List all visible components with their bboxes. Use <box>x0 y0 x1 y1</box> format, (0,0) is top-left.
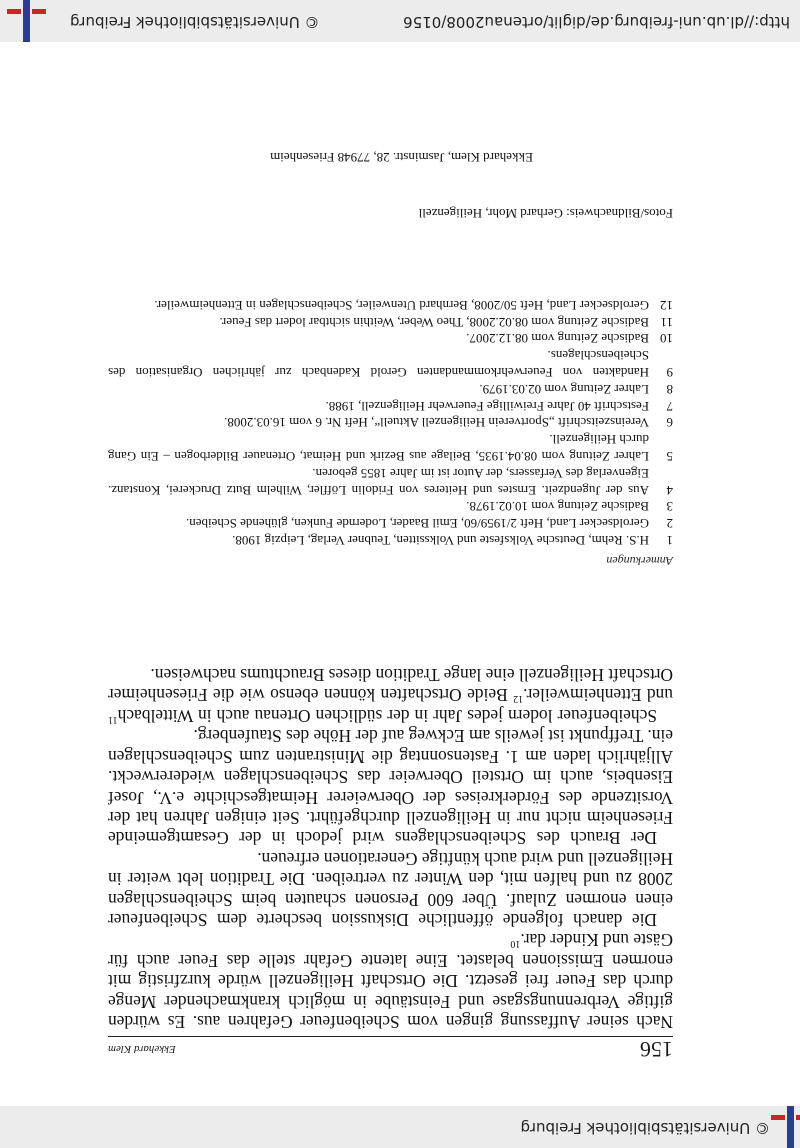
ub-freiburg-logo-icon <box>768 1106 800 1148</box>
footnote-number: 6 <box>666 415 673 431</box>
photo-credits: Fotos/Bildnachweis: Gerhard Mohr, Heiligenzell <box>418 206 673 221</box>
footnote-number: 3 <box>666 499 673 515</box>
footnote-item <box>108 330 673 347</box>
footnote-text: H.S. Rehm, Deutsche Volksfeste und Volkssitten, Teubner Verlag, Leipzig 1908. <box>232 533 649 548</box>
footnote-item <box>108 531 673 548</box>
paragraph-2: Die danach folgende öffentliche Diskussion bescherte dem Scheibenfeuer einen enormen Zulauf. Über 600 Personen schauten beim Scheibenschlagen 2008 zu und halfen mit, den Winter zu vertreiben. Die Tradition lebt weiter in Heiligenzell und wird auch künftige Generationen erfreuen. <box>108 848 673 930</box>
library-footer-bar <box>0 0 800 42</box>
author-address: Ekkehard Klem, Jasminstr. 28, 77948 Friesenheim <box>270 150 533 165</box>
library-header-bar <box>0 1106 800 1148</box>
footnote-item <box>108 430 673 464</box>
footnote-number: 12 <box>660 297 673 313</box>
footnote-number: 10 <box>660 331 673 347</box>
running-head-author: Ekkehard Klem <box>108 1043 176 1055</box>
footnote-text: Geroldsecker Land, Heft 2/1959/60, Emil Baader, Lodernde Funken, glühende Scheiben. <box>185 516 649 532</box>
footnote-item <box>108 296 673 313</box>
footnote-ref-10[interactable]: 10 <box>510 938 521 950</box>
paragraph-4: Scheibenfeuer lodern jedes Jahr in der südlichen Ortenau auch in Wittelbach$^{11}$ und Ettenheimweiler.$^{12}$ Beide Ortschaften können ebenso wie die Friesenheimer Ortschaft Heiligenzell eine lange Tradition dieses Brauchtums nachweisen. <box>107 665 673 726</box>
footnotes-list <box>108 296 673 548</box>
footnote-item <box>108 397 673 414</box>
footnote-text: Vereinszeitschrift „Sportverein Heiligenzell Aktuell“, Heft Nr. 6 vom 16.03.2008. <box>224 415 649 431</box>
paragraph-1: Nach seiner Auffassung gingen vom Scheibenfeuer Gefahren aus. Es würden giftige Verbrennungsgase und Feinstäube in möglich krankmachender Menge durch das Feuer frei gesetzt. Die Ortschaft Heiligenzell würde kurzfristig mit enormen Emissionen belastet. Eine latente Gefahr stelle das Feuer auch für Gäste und Kinder dar.$^{10}$ <box>108 930 673 1032</box>
footnote-text: Handakten von Feuerwehrkommandanten Gerold Kadenbach zur jährlichen Organisation des Scheibenschlagens. <box>108 348 649 381</box>
footnote-text: Badische Zeitung vom 10.02.1978. <box>466 499 649 515</box>
footnote-number: 4 <box>666 482 673 498</box>
footnote-item <box>108 464 673 498</box>
footnote-text: Lahrer Zeitung vom 08.04.1935, Beilage aus Bezirk und Heimat, Ortenauer Bilderbogen – Ein Gang durch Heiligenzell. <box>108 432 649 465</box>
ub-freiburg-logo-footer-icon <box>4 0 50 42</box>
footnote-item <box>108 380 673 397</box>
footnote-ref-11[interactable]: 11 <box>108 713 118 725</box>
library-copyright-footer: © Universitätsbibliothek Freiburg <box>70 13 320 31</box>
library-copyright: © Universitätsbibliothek Freiburg <box>520 1119 770 1137</box>
footnote-number: 5 <box>666 449 673 465</box>
footnote-number: 8 <box>666 381 673 397</box>
page-permalink[interactable]: http://dl.ub.uni-freiburg.de/diglit/ortenau2008/0156 <box>403 13 790 31</box>
footnote-item <box>108 313 673 330</box>
footnote-text: Lahrer Zeitung vom 02.03.1979. <box>479 381 649 397</box>
footnote-item <box>108 514 673 531</box>
notes-heading: Anmerkungen <box>606 554 673 568</box>
footnote-item <box>108 498 673 515</box>
footnote-number: 7 <box>666 398 673 414</box>
footnote-number: 11 <box>660 314 673 330</box>
footnote-text: Badische Zeitung vom 08.12.2007. <box>466 331 649 347</box>
footnote-text: Festschrift 40 Jahre Freiwillige Feuerwehr Heiligenzell, 1988. <box>325 398 649 414</box>
footnote-text: Aus der Jugendzeit. Ernstes und Heiteres von Fridolin Löffler, Wilhelm Butz Druckerei, Konstanz. Eigenverlag des Verfassers, der Autor ist im Jahre 1855 geboren. <box>108 465 649 498</box>
footnote-number: 2 <box>666 516 673 532</box>
footnote-number: 9 <box>666 365 673 381</box>
footnote-ref-12[interactable]: 12 <box>513 693 524 705</box>
footnote-number: 1 <box>666 533 673 548</box>
footnote-item <box>108 414 673 431</box>
footnote-item <box>108 346 673 380</box>
header-rule <box>108 1036 673 1037</box>
paragraph-3: Der Brauch des Scheibenschlagens wird jedoch in der Gesamtgemeinde Friesenheim nicht nur in Heiligenzell durchgeführt. Seit einigen Jahren hat der Vorsitzende des Förderkreises der Oberweierer Heimatgeschichte e.V., Josef Eisenbeis, auch im Ortsteil Oberweier das Scheibenschlagen wiedererweckt. Alljährlich laden am 1. Fastensonntag die Ministranten zum Scheibenschlagen ein. Treffpunkt ist jeweils am Eckweg auf der Höhe des Staufenberg. <box>108 726 673 849</box>
footnote-text: Badische Zeitung vom 08.02.2008, Theo Weber, Weithin sichtbar lodert das Feuer. <box>219 314 649 330</box>
article-body <box>108 665 673 1032</box>
page-number: 156 <box>640 1037 673 1062</box>
footnote-text: Geroldsecker Land, Heft 50/2008, Bernhard Utenweiler, Scheibenschlagen in Ettenheimweiler. <box>154 297 649 313</box>
